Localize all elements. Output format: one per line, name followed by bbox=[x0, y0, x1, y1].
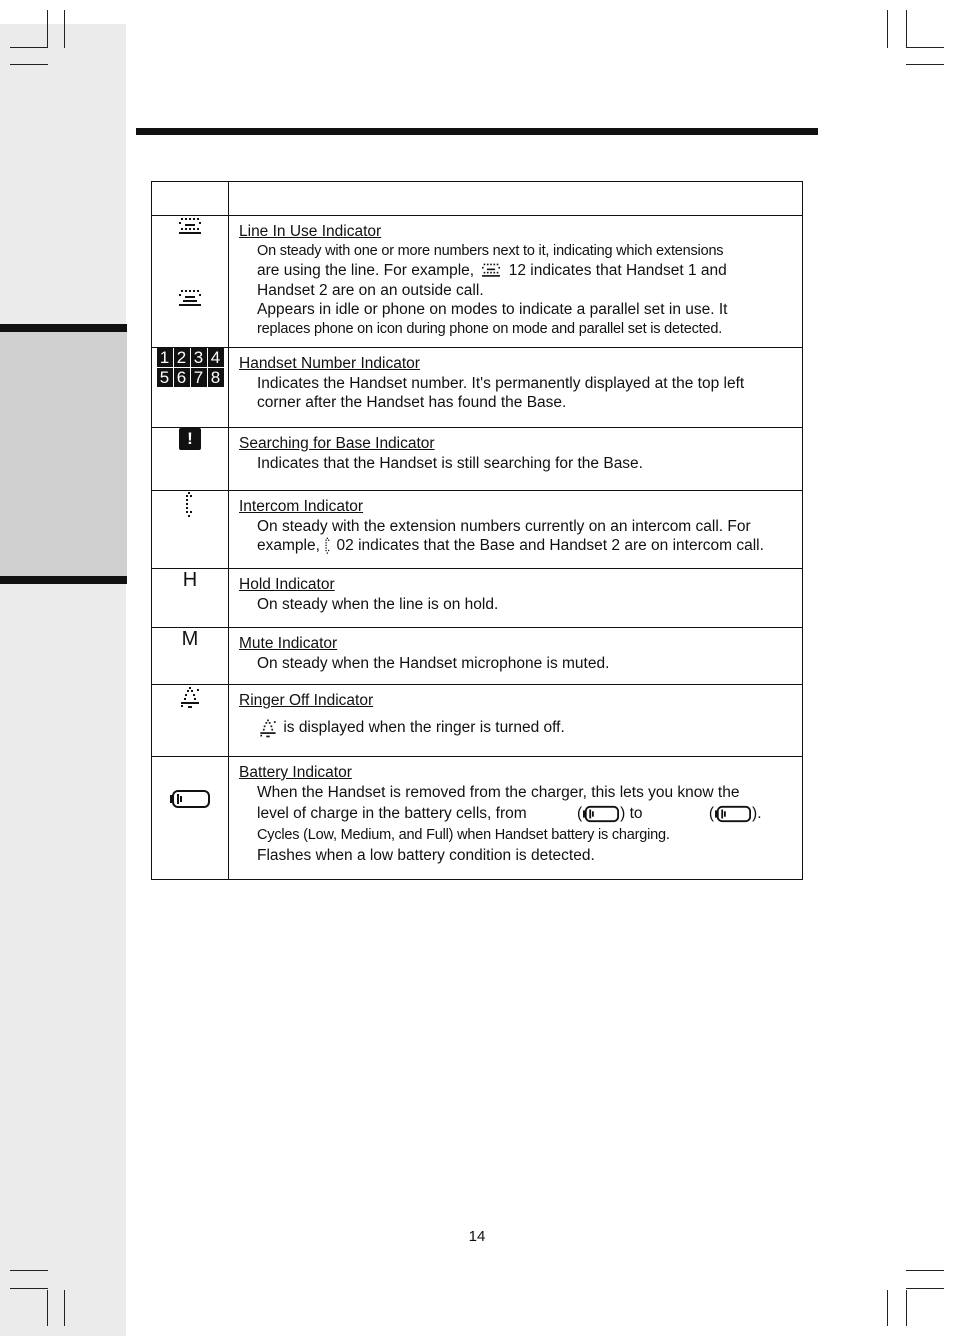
ringer-off-icon bbox=[257, 717, 279, 739]
table-row bbox=[152, 569, 803, 628]
table-row bbox=[152, 348, 803, 428]
chapter-tab bbox=[0, 324, 127, 584]
description-cell bbox=[229, 685, 803, 757]
icon-cell bbox=[152, 491, 229, 569]
battery-low-icon bbox=[582, 805, 620, 823]
crop-mark bbox=[64, 1290, 65, 1326]
parallel-set-icon bbox=[175, 288, 205, 310]
crop-mark bbox=[887, 1290, 888, 1326]
handset-digit: 7 bbox=[191, 368, 207, 387]
handset-digit: 5 bbox=[157, 368, 173, 387]
icon-cell bbox=[152, 348, 229, 428]
indicator-text: On steady when the line is on hold. bbox=[257, 595, 499, 613]
handset-digit: 1 bbox=[157, 348, 173, 367]
handset-digit: 6 bbox=[174, 368, 190, 387]
crop-mark bbox=[906, 1290, 907, 1326]
indicator-text bbox=[239, 261, 798, 281]
crop-mark bbox=[47, 10, 48, 48]
crop-mark bbox=[47, 1290, 48, 1326]
icon-cell bbox=[152, 569, 229, 628]
handset-number-icon bbox=[157, 348, 224, 387]
intercom-icon bbox=[324, 537, 332, 555]
indicator-title: Intercom Indicator bbox=[239, 498, 364, 515]
indicator-text: On steady when the Handset microphone is muted. bbox=[257, 654, 610, 672]
mute-icon: M bbox=[181, 628, 199, 650]
table-row bbox=[152, 628, 803, 685]
indicator-title: Searching for Base Indicator bbox=[239, 435, 435, 452]
table-row bbox=[152, 685, 803, 757]
line-in-use-icon bbox=[175, 216, 205, 238]
indicator-title: Ringer Off Indicator bbox=[239, 692, 374, 709]
indicator-text: Flashes when a low battery condition is detected. bbox=[257, 846, 595, 864]
description-cell bbox=[229, 428, 803, 491]
indicator-text: ). bbox=[752, 805, 762, 822]
indicator-text: Cycles (Low, Medium, and Full) when Handset battery is charging. bbox=[257, 827, 670, 843]
icon-cell bbox=[152, 685, 229, 757]
line-in-use-icon bbox=[478, 262, 504, 280]
crop-mark bbox=[906, 64, 944, 65]
indicator-text: Indicates that the Handset is still searching for the Base. bbox=[257, 454, 643, 472]
indicator-text: ) to bbox=[620, 805, 643, 822]
indicator-text: Handset 2 are on an outside call. bbox=[257, 281, 484, 299]
table-header-row bbox=[152, 182, 803, 216]
crop-mark bbox=[906, 1270, 944, 1271]
description-cell bbox=[229, 569, 803, 628]
indicator-text: is displayed when the ringer is turned off. bbox=[283, 718, 565, 736]
handset-digit: 8 bbox=[208, 368, 224, 387]
crop-mark bbox=[10, 1270, 48, 1271]
table-row bbox=[152, 757, 803, 880]
icon-cell bbox=[152, 757, 229, 880]
searching-icon: ! bbox=[179, 428, 201, 450]
description-cell bbox=[229, 348, 803, 428]
icon-cell bbox=[152, 628, 229, 685]
header-cell-description bbox=[229, 182, 803, 216]
crop-mark bbox=[887, 10, 888, 48]
indicator-text: On steady with the extension numbers currently on an intercom call. For bbox=[257, 517, 751, 535]
indicator-text: example, bbox=[257, 537, 320, 554]
crop-mark bbox=[10, 64, 48, 65]
indicator-text bbox=[239, 536, 798, 556]
indicator-text: When the Handset is removed from the charger, this lets you know the bbox=[257, 783, 740, 801]
description-cell bbox=[229, 216, 803, 348]
crop-mark bbox=[906, 47, 944, 48]
indicator-text: Indicates the Handset number. It's permanently displayed at the top left bbox=[257, 374, 745, 392]
handset-digit: 4 bbox=[208, 348, 224, 367]
header-cell-icon bbox=[152, 182, 229, 216]
indicator-text: level of charge in the battery cells, from bbox=[257, 805, 527, 822]
page-number: 14 bbox=[468, 1228, 486, 1245]
indicator-text: level of charge in the battery cells, from ( ) to ( ). bbox=[257, 805, 762, 822]
indicator-text: are using the line. For example, bbox=[257, 262, 475, 279]
crop-mark bbox=[10, 47, 48, 48]
indicator-title: Battery Indicator bbox=[239, 764, 352, 781]
side-margin-strip bbox=[0, 24, 126, 1336]
description-cell bbox=[229, 628, 803, 685]
indicator-text: replaces phone on icon during phone on mode and parallel set is detected. bbox=[257, 320, 723, 337]
handset-digit: 2 bbox=[174, 348, 190, 367]
intercom-icon bbox=[184, 491, 196, 519]
indicator-title: Line In Use Indicator bbox=[239, 223, 382, 240]
table-row bbox=[152, 216, 803, 348]
battery-full-icon bbox=[714, 805, 752, 823]
icon-cell bbox=[152, 428, 229, 491]
indicator-title: Mute Indicator bbox=[239, 635, 338, 652]
description-cell bbox=[229, 757, 803, 880]
table-row bbox=[152, 428, 803, 491]
table-row bbox=[152, 491, 803, 569]
indicator-table bbox=[151, 181, 803, 880]
crop-mark bbox=[906, 10, 907, 48]
indicator-title: Hold Indicator bbox=[239, 576, 335, 593]
indicator-text: 12 indicates that Handset 1 and bbox=[508, 262, 727, 279]
indicator-text: 02 indicates that the Base and Handset 2 are on intercom call. bbox=[336, 537, 764, 554]
crop-mark bbox=[10, 1288, 48, 1289]
battery-icon bbox=[169, 789, 211, 809]
crop-mark bbox=[906, 1288, 944, 1289]
indicator-text: On steady with one or more numbers next to it, indicating which extensions bbox=[257, 242, 724, 259]
ringer-off-icon bbox=[177, 685, 203, 709]
icon-cell bbox=[152, 216, 229, 348]
header-rule bbox=[136, 128, 818, 135]
indicator-title: Handset Number Indicator bbox=[239, 355, 420, 372]
handset-digit: 3 bbox=[191, 348, 207, 367]
crop-mark bbox=[64, 10, 65, 48]
description-cell bbox=[229, 491, 803, 569]
indicator-text bbox=[239, 717, 798, 739]
hold-icon: H bbox=[182, 569, 198, 591]
indicator-text: corner after the Handset has found the Base. bbox=[257, 394, 567, 411]
indicator-text: Appears in idle or phone on modes to indicate a parallel set in use. It bbox=[257, 301, 728, 318]
